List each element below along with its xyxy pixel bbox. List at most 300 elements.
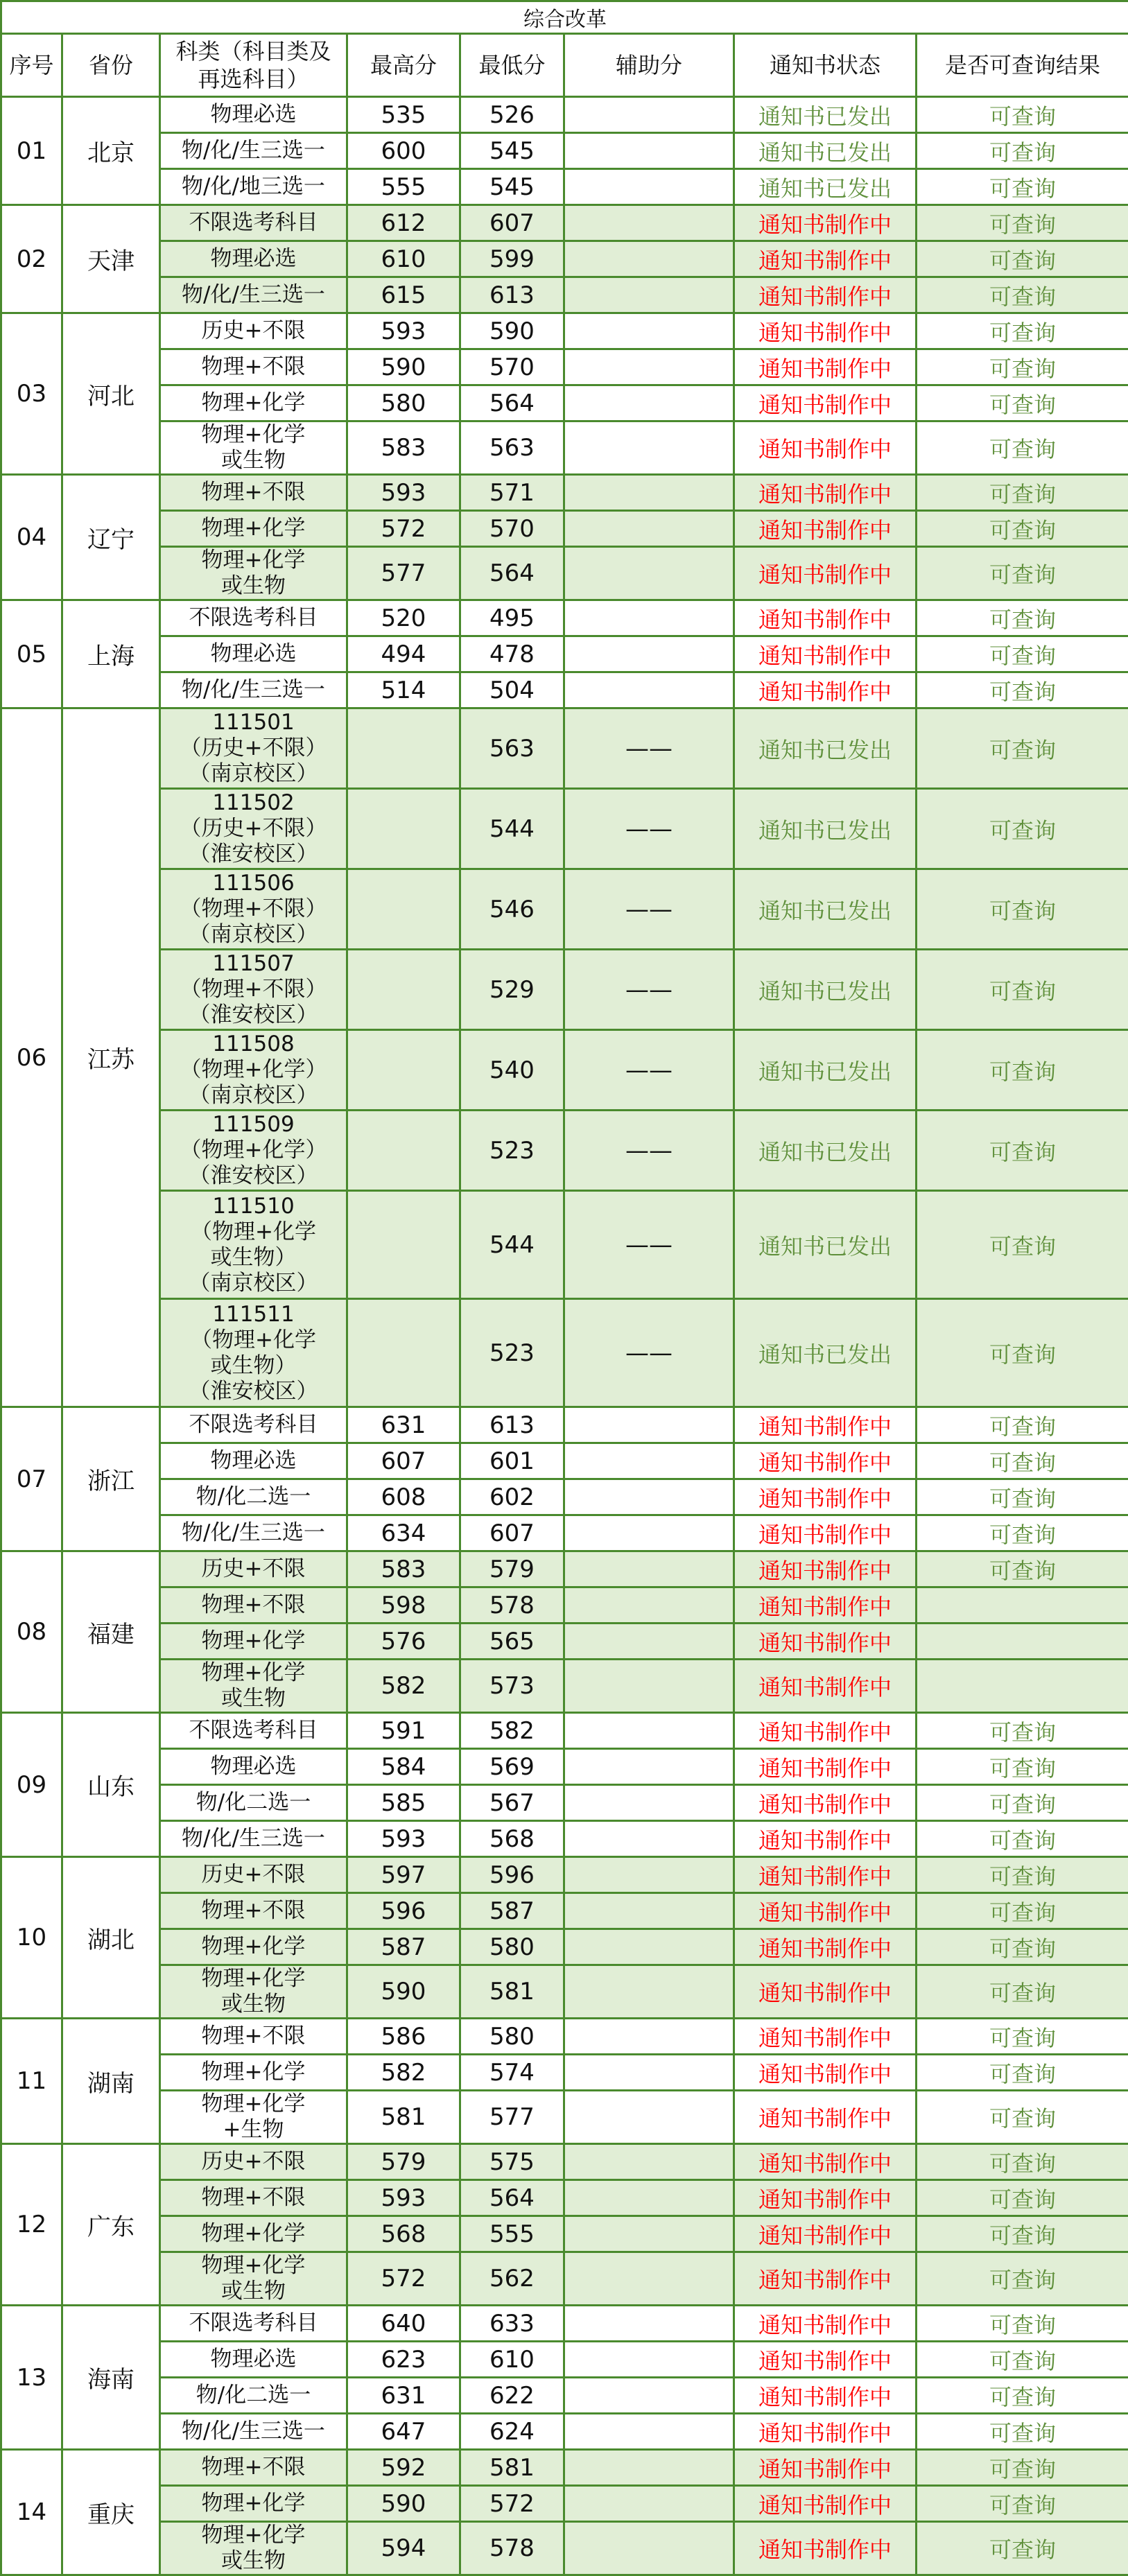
aux-score-cell [564,133,734,169]
table-row [1,1587,1128,1624]
max-score-cell: 631 [347,2378,460,2414]
max-score-cell: 582 [347,2055,460,2091]
max-score-cell: 568 [347,2216,460,2252]
max-score-cell [347,1030,460,1111]
table-row [1,600,1128,636]
min-score-cell: 580 [460,2019,564,2055]
max-score-cell: 634 [347,1515,460,1551]
status-cell: 通知书制作中 [734,1821,917,1857]
subject-cell: 物理+化学 [160,1929,347,1965]
aux-score-cell [564,2055,734,2091]
query-cell: 可查询 [917,1407,1128,1443]
table-row [1,1551,1128,1587]
subject-cell: 111508 （物理+化学） （南京校区） [160,1030,347,1111]
max-score-cell [347,1191,460,1299]
min-score-cell: 544 [460,789,564,869]
max-score-cell: 593 [347,475,460,511]
table-row [1,1515,1128,1551]
aux-score-cell [564,547,734,600]
table-row [1,1893,1128,1929]
max-score-cell: 584 [347,1749,460,1785]
subject-cell: 物理必选 [160,2342,347,2378]
query-cell [917,1587,1128,1624]
header-max-score: 最高分 [347,34,460,97]
table-body [1,97,1128,2575]
status-cell: 通知书已发出 [734,133,917,169]
table-row [1,708,1128,789]
subject-cell: 物理+不限 [160,1587,347,1624]
min-score-cell: 599 [460,241,564,277]
subject-cell: 物理+不限 [160,2019,347,2055]
aux-score-cell [564,2486,734,2522]
subject-cell: 物理必选 [160,97,347,133]
subject-cell: 物/化/生三选一 [160,1821,347,1857]
subject-cell: 物理+不限 [160,1893,347,1929]
query-cell: 可查询 [917,511,1128,547]
status-cell: 通知书已发出 [734,950,917,1030]
status-cell: 通知书制作中 [734,349,917,385]
query-cell: 可查询 [917,2450,1128,2486]
min-score-cell: 546 [460,869,564,950]
min-score-cell: 570 [460,511,564,547]
aux-score-cell [564,421,734,475]
aux-score-cell [564,205,734,241]
query-cell: 可查询 [917,1111,1128,1191]
subject-cell: 物/化二选一 [160,1479,347,1515]
status-cell: 通知书制作中 [734,1965,917,2019]
table-row [1,2522,1128,2575]
header-seq: 序号 [1,34,62,97]
min-score-cell: 545 [460,133,564,169]
aux-score-cell [564,636,734,672]
province-cell: 天津 [62,205,160,313]
max-score-cell [347,1299,460,1407]
header-min-score: 最低分 [460,34,564,97]
seq-cell: 12 [1,2144,62,2306]
seq-cell: 01 [1,97,62,205]
table-row [1,511,1128,547]
min-score-cell: 607 [460,205,564,241]
max-score-cell: 593 [347,313,460,349]
aux-score-cell: —— [564,708,734,789]
subject-cell: 物理必选 [160,636,347,672]
seq-cell: 03 [1,313,62,475]
table-row [1,1479,1128,1515]
table-row [1,672,1128,708]
table-row [1,1030,1128,1111]
max-score-cell: 592 [347,2450,460,2486]
max-score-cell: 585 [347,1785,460,1821]
aux-score-cell: —— [564,1299,734,1407]
min-score-cell: 563 [460,421,564,475]
query-cell: 可查询 [917,241,1128,277]
max-score-cell: 612 [347,205,460,241]
status-cell: 通知书制作中 [734,2450,917,2486]
aux-score-cell [564,385,734,421]
query-cell: 可查询 [917,2055,1128,2091]
aux-score-cell [564,349,734,385]
min-score-cell: 526 [460,97,564,133]
header-query: 是否可查询结果 [917,34,1128,97]
query-cell: 可查询 [917,2522,1128,2575]
query-cell: 可查询 [917,97,1128,133]
subject-cell: 物理必选 [160,241,347,277]
status-cell: 通知书制作中 [734,475,917,511]
province-cell: 辽宁 [62,475,160,600]
max-score-cell: 591 [347,1713,460,1749]
query-cell: 可查询 [917,1479,1128,1515]
aux-score-cell [564,2180,734,2216]
min-score-cell: 555 [460,2216,564,2252]
min-score-cell: 564 [460,385,564,421]
subject-cell: 111506 （物理+不限） （南京校区） [160,869,347,950]
subject-cell: 物理+化学 [160,1624,347,1660]
query-cell: 可查询 [917,2144,1128,2180]
min-score-cell: 581 [460,2450,564,2486]
max-score-cell [347,1111,460,1191]
query-cell: 可查询 [917,1191,1128,1299]
min-score-cell: 581 [460,1965,564,2019]
query-cell: 可查询 [917,1030,1128,1111]
max-score-cell: 600 [347,133,460,169]
aux-score-cell [564,1660,734,1713]
province-cell: 福建 [62,1551,160,1713]
seq-cell: 08 [1,1551,62,1713]
query-cell: 可查询 [917,672,1128,708]
status-cell: 通知书制作中 [734,1893,917,1929]
query-cell: 可查询 [917,475,1128,511]
subject-cell: 111511 （物理+化学 或生物） （淮安校区） [160,1299,347,1407]
query-cell: 可查询 [917,869,1128,950]
subject-cell: 物理必选 [160,1749,347,1785]
query-cell: 可查询 [917,2091,1128,2144]
subject-cell: 历史+不限 [160,1857,347,1893]
table-row [1,2414,1128,2450]
subject-cell: 物理+化学 [160,2216,347,2252]
max-score-cell: 577 [347,547,460,600]
table-row [1,2252,1128,2306]
aux-score-cell [564,241,734,277]
query-cell: 可查询 [917,169,1128,205]
subject-cell: 物理+化学 或生物 [160,547,347,600]
query-cell: 可查询 [917,2306,1128,2342]
max-score-cell: 514 [347,672,460,708]
subject-cell: 111502 （历史+不限） （淮安校区） [160,789,347,869]
seq-cell: 13 [1,2306,62,2450]
aux-score-cell [564,2019,734,2055]
table-row [1,2180,1128,2216]
query-cell: 可查询 [917,313,1128,349]
query-cell [917,1624,1128,1660]
min-score-cell: 622 [460,2378,564,2414]
min-score-cell: 578 [460,1587,564,1624]
max-score-cell [347,950,460,1030]
min-score-cell: 570 [460,349,564,385]
aux-score-cell [564,475,734,511]
province-cell: 重庆 [62,2450,160,2575]
status-cell: 通知书制作中 [734,2252,917,2306]
status-cell: 通知书已发出 [734,1299,917,1407]
status-cell: 通知书制作中 [734,1785,917,1821]
query-cell: 可查询 [917,2342,1128,2378]
table-row [1,1660,1128,1713]
aux-score-cell [564,277,734,313]
status-cell: 通知书制作中 [734,1929,917,1965]
min-score-cell: 545 [460,169,564,205]
table-row [1,1624,1128,1660]
max-score-cell: 596 [347,1893,460,1929]
min-score-cell: 529 [460,950,564,1030]
max-score-cell: 590 [347,349,460,385]
table-row [1,2378,1128,2414]
max-score-cell: 598 [347,1587,460,1624]
status-cell: 通知书已发出 [734,1191,917,1299]
max-score-cell: 623 [347,2342,460,2378]
status-cell: 通知书制作中 [734,277,917,313]
aux-score-cell [564,1965,734,2019]
query-cell: 可查询 [917,547,1128,600]
province-cell: 江苏 [62,708,160,1407]
aux-score-cell [564,2252,734,2306]
seq-cell: 14 [1,2450,62,2575]
table-row [1,1713,1128,1749]
table-row [1,2306,1128,2342]
seq-cell: 10 [1,1857,62,2019]
province-cell: 广东 [62,2144,160,2306]
query-cell: 可查询 [917,2216,1128,2252]
aux-score-cell [564,97,734,133]
max-score-cell: 555 [347,169,460,205]
subject-cell: 物理+化学 或生物 [160,1660,347,1713]
aux-score-cell [564,313,734,349]
subject-cell: 111509 （物理+化学） （淮安校区） [160,1111,347,1191]
aux-score-cell [564,1515,734,1551]
min-score-cell: 563 [460,708,564,789]
status-cell: 通知书制作中 [734,1443,917,1479]
max-score-cell: 520 [347,600,460,636]
subject-cell: 物理+化学 或生物 [160,1965,347,2019]
subject-cell: 历史+不限 [160,2144,347,2180]
header-province: 省份 [62,34,160,97]
aux-score-cell [564,1551,734,1587]
min-score-cell: 573 [460,1660,564,1713]
min-score-cell: 574 [460,2055,564,2091]
status-cell: 通知书已发出 [734,1030,917,1111]
max-score-cell: 583 [347,1551,460,1587]
subject-cell: 物/化二选一 [160,1785,347,1821]
status-cell: 通知书制作中 [734,2019,917,2055]
aux-score-cell [564,2342,734,2378]
subject-cell: 历史+不限 [160,313,347,349]
aux-score-cell: —— [564,950,734,1030]
status-cell: 通知书制作中 [734,385,917,421]
aux-score-cell [564,1713,734,1749]
query-cell: 可查询 [917,1713,1128,1749]
aux-score-cell [564,1785,734,1821]
seq-cell: 11 [1,2019,62,2144]
status-cell: 通知书制作中 [734,1857,917,1893]
max-score-cell: 586 [347,2019,460,2055]
table-row [1,421,1128,475]
query-cell: 可查询 [917,600,1128,636]
min-score-cell: 577 [460,2091,564,2144]
seq-cell: 06 [1,708,62,1407]
subject-cell: 物理+不限 [160,2180,347,2216]
province-cell: 山东 [62,1713,160,1857]
query-cell: 可查询 [917,1929,1128,1965]
aux-score-cell: —— [564,789,734,869]
status-cell: 通知书制作中 [734,2342,917,2378]
table-row [1,2055,1128,2091]
min-score-cell: 602 [460,1479,564,1515]
min-score-cell: 571 [460,475,564,511]
subject-cell: 物理+化学 或生物 [160,421,347,475]
status-cell: 通知书制作中 [734,2306,917,2342]
aux-score-cell [564,600,734,636]
aux-score-cell [564,1857,734,1893]
query-cell: 可查询 [917,1443,1128,1479]
subject-cell: 物理+化学 +生物 [160,2091,347,2144]
max-score-cell: 640 [347,2306,460,2342]
query-cell: 可查询 [917,1551,1128,1587]
query-cell: 可查询 [917,2180,1128,2216]
status-cell: 通知书已发出 [734,97,917,133]
subject-cell: 111507 （物理+不限） （淮安校区） [160,950,347,1030]
max-score-cell: 582 [347,1660,460,1713]
status-cell: 通知书制作中 [734,1587,917,1624]
table-row [1,1821,1128,1857]
min-score-cell: 523 [460,1111,564,1191]
max-score-cell: 647 [347,2414,460,2450]
status-cell: 通知书制作中 [734,1713,917,1749]
subject-cell: 物理+不限 [160,2450,347,2486]
subject-cell: 物理+化学 或生物 [160,2252,347,2306]
aux-score-cell: —— [564,869,734,950]
seq-cell: 05 [1,600,62,708]
min-score-cell: 569 [460,1749,564,1785]
min-score-cell: 565 [460,1624,564,1660]
min-score-cell: 575 [460,2144,564,2180]
query-cell: 可查询 [917,1299,1128,1407]
min-score-cell: 607 [460,1515,564,1551]
subject-cell: 物理必选 [160,1443,347,1479]
subject-cell: 历史+不限 [160,1551,347,1587]
aux-score-cell: —— [564,1111,734,1191]
min-score-cell: 562 [460,2252,564,2306]
seq-cell: 07 [1,1407,62,1551]
status-cell: 通知书制作中 [734,636,917,672]
status-cell: 通知书制作中 [734,421,917,475]
status-cell: 通知书制作中 [734,511,917,547]
status-cell: 通知书制作中 [734,1660,917,1713]
subject-cell: 物/化/生三选一 [160,2414,347,2450]
min-score-cell: 504 [460,672,564,708]
aux-score-cell [564,169,734,205]
min-score-cell: 601 [460,1443,564,1479]
max-score-cell: 580 [347,385,460,421]
status-cell: 通知书制作中 [734,1479,917,1515]
table-row [1,2486,1128,2522]
min-score-cell: 544 [460,1191,564,1299]
aux-score-cell [564,1407,734,1443]
status-cell: 通知书制作中 [734,1407,917,1443]
status-cell: 通知书制作中 [734,2522,917,2575]
query-cell: 可查询 [917,349,1128,385]
min-score-cell: 582 [460,1713,564,1749]
query-cell: 可查询 [917,950,1128,1030]
min-score-cell: 613 [460,277,564,313]
max-score-cell: 572 [347,511,460,547]
status-cell: 通知书制作中 [734,672,917,708]
status-cell: 通知书制作中 [734,1624,917,1660]
aux-score-cell [564,1624,734,1660]
min-score-cell: 580 [460,1929,564,1965]
subject-cell: 物理+不限 [160,475,347,511]
status-cell: 通知书制作中 [734,1551,917,1587]
table-row [1,1191,1128,1299]
header-status: 通知书状态 [734,34,917,97]
table-row [1,97,1128,133]
table-row [1,2216,1128,2252]
table-row [1,2144,1128,2180]
aux-score-cell [564,2414,734,2450]
aux-score-cell [564,1479,734,1515]
status-cell: 通知书制作中 [734,241,917,277]
status-cell: 通知书制作中 [734,2216,917,2252]
max-score-cell: 581 [347,2091,460,2144]
max-score-cell: 535 [347,97,460,133]
aux-score-cell [564,2378,734,2414]
table-row [1,169,1128,205]
table-row [1,1929,1128,1965]
query-cell: 可查询 [917,708,1128,789]
subject-cell: 物理+化学 [160,385,347,421]
max-score-cell [347,708,460,789]
max-score-cell: 494 [347,636,460,672]
table-row [1,950,1128,1030]
query-cell: 可查询 [917,133,1128,169]
max-score-cell [347,869,460,950]
seq-cell: 04 [1,475,62,600]
table-row [1,385,1128,421]
subject-cell: 物/化/生三选一 [160,1515,347,1551]
query-cell: 可查询 [917,1749,1128,1785]
subject-cell: 不限选考科目 [160,205,347,241]
aux-score-cell [564,1893,734,1929]
province-cell: 浙江 [62,1407,160,1551]
max-score-cell: 608 [347,1479,460,1515]
status-cell: 通知书制作中 [734,2055,917,2091]
subject-cell: 物/化/生三选一 [160,277,347,313]
seq-cell: 02 [1,205,62,313]
status-cell: 通知书制作中 [734,600,917,636]
table-row [1,1111,1128,1191]
table-row [1,1785,1128,1821]
max-score-cell: 572 [347,2252,460,2306]
status-cell: 通知书制作中 [734,2091,917,2144]
table-row [1,475,1128,511]
min-score-cell: 596 [460,1857,564,1893]
max-score-cell: 594 [347,2522,460,2575]
subject-cell: 111510 （物理+化学 或生物） （南京校区） [160,1191,347,1299]
aux-score-cell [564,1443,734,1479]
table-row [1,636,1128,672]
province-cell: 北京 [62,97,160,205]
subject-cell: 物理+不限 [160,349,347,385]
status-cell: 通知书已发出 [734,869,917,950]
subject-cell: 物/化二选一 [160,2378,347,2414]
province-cell: 湖北 [62,1857,160,2019]
